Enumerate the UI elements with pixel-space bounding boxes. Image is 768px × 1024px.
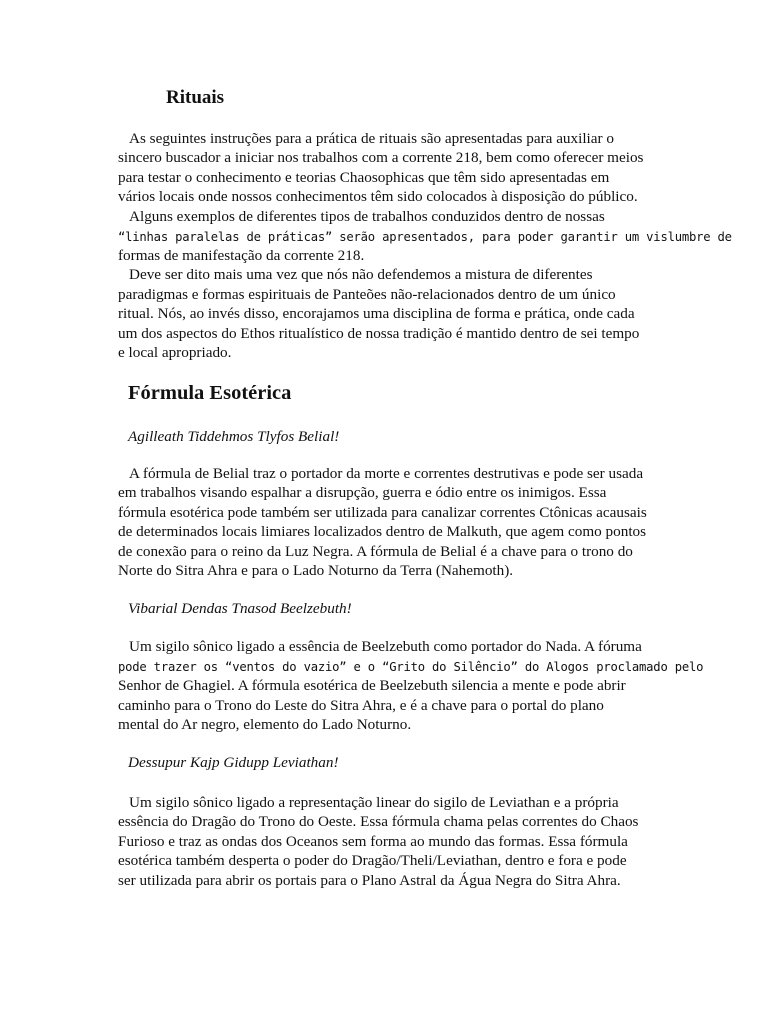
text-line: fórmula esotérica pode também ser utilizada para canalizar correntes Ctônicas acausais — [118, 504, 647, 521]
text-line: A fórmula de Belial traz o portador da morte e correntes destrutivas e pode ser usada — [129, 465, 644, 482]
text-line: Deve ser dito mais uma vez que nós não defendemos a mistura de diferentes — [129, 266, 593, 283]
text-line: Um sigilo sônico ligado a representação linear do sigilo de Leviathan e a própria — [129, 794, 619, 811]
text-line: Um sigilo sônico ligado a essência de Beelzebuth como portador do Nada. A fóruma — [129, 638, 642, 655]
text-line: As seguintes instruções para a prática de rituais são apresentadas para auxiliar o — [129, 130, 614, 147]
text-line: em trabalhos visando espalhar a disrupção, guerra e ódio entre os inimigos. Essa — [118, 484, 607, 501]
text-line: de determinados locais limiares localizados dentro de Malkuth, que agem como pontos — [118, 523, 647, 540]
text-line: formas de manifestação da corrente 218. — [118, 247, 365, 264]
section-title: Fórmula Esotérica — [128, 382, 292, 404]
text-line: de conexão para o reino da Luz Negra. A fórmula de Belial é a chave para o trono do — [118, 543, 633, 560]
text-line: sincero buscador a iniciar nos trabalhos com a corrente 218, bem como oferecer meios — [118, 149, 644, 166]
invocation-beelzebuth: Vibarial Dendas Tnasod Beelzebuth! — [128, 600, 352, 617]
text-line: para testar o conhecimento e teorias Chaosophicas que têm sido apresentadas em — [118, 169, 610, 186]
text-line: paradigmas e formas espirituais de Panteões não-relacionados dentro de um único — [118, 286, 616, 303]
text-line: caminho para o Trono do Leste do Sitra Ahra, e é a chave para o portal do plano — [118, 697, 604, 714]
text-line: Furioso e traz as ondas dos Oceanos sem forma ao mundo das formas. Essa fórmula — [118, 833, 628, 850]
text-line: Norte do Sitra Ahra e para o Lado Noturno da Terra (Nahemoth). — [118, 562, 514, 579]
text-line: ser utilizada para abrir os portais para o Plano Astral da Água Negra do Sitra Ahra. — [118, 872, 621, 889]
text-line: pode trazer os “ventos do vazio” e o “Grito do Silêncio” do Alogos proclamado pelo — [118, 660, 704, 674]
text-line: essência do Dragão do Trono do Oeste. Essa fórmula chama pelas correntes do Chaos — [118, 813, 639, 830]
text-line: mental do Ar negro, elemento do Lado Noturno. — [118, 716, 412, 733]
invocation-leviathan: Dessupur Kajp Gidupp Leviathan! — [128, 754, 339, 771]
text-line: e local apropriado. — [118, 344, 232, 361]
text-line: ritual. Nós, ao invés disso, encorajamos uma disciplina de forma e prática, onde cada — [118, 305, 635, 322]
invocation-belial: Agilleath Tiddehmos Tlyfos Belial! — [128, 428, 340, 445]
text-line: “linhas paralelas de práticas” serão apresentados, para poder garantir um vislumbre de — [118, 230, 732, 244]
page-title: Rituais — [166, 87, 225, 108]
text-line: Senhor de Ghagiel. A fórmula esotérica de Beelzebuth silencia a mente e pode abrir — [118, 677, 626, 694]
text-line: Alguns exemplos de diferentes tipos de trabalhos conduzidos dentro de nossas — [129, 208, 605, 225]
text-line: vários locais onde nossos conhecimentos têm sido colocados à disposição do público. — [118, 188, 638, 205]
text-line: esotérica também desperta o poder do Dragão/Theli/Leviathan, dentro e fora e pode — [118, 852, 627, 869]
text-line: um dos aspectos do Ethos ritualístico de nossa tradição é mantido dentro de sei tempo — [118, 325, 640, 342]
